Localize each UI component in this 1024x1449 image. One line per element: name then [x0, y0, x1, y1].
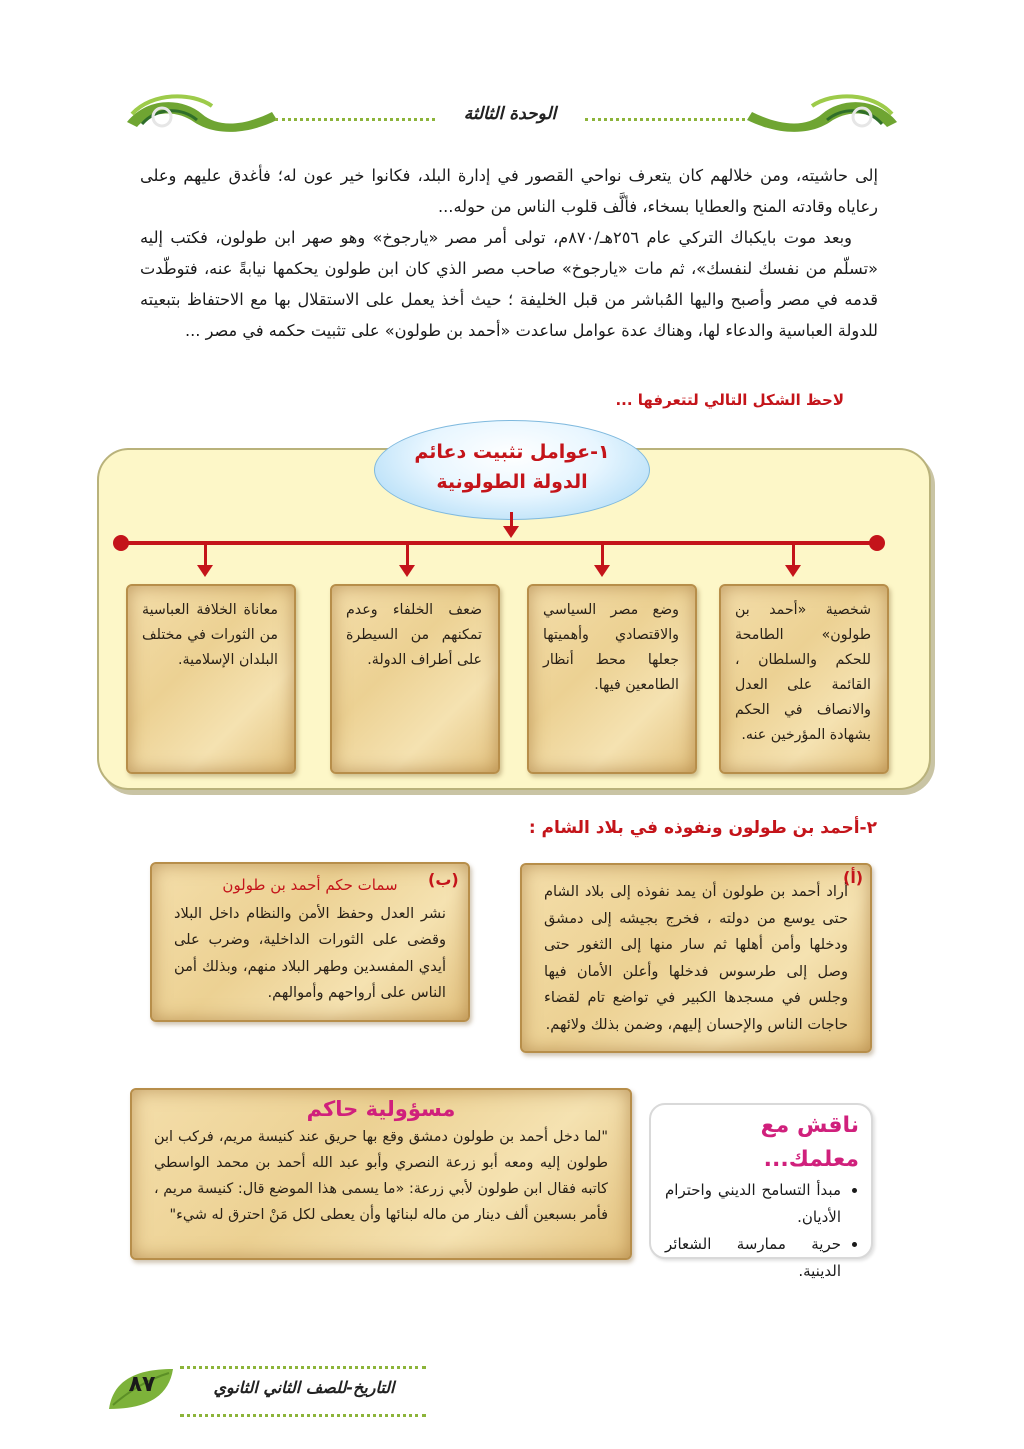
connector-drop-2 [601, 545, 604, 567]
factor-card-4: معاناة الخلافة العباسية من الثورات في مختلف البلدان الإسلامية. [126, 584, 296, 774]
header-ornament-right-icon [742, 92, 902, 142]
connector-drop-1 [792, 545, 795, 567]
intro-paragraph-2: وبعد موت بايكباك التركي عام ٢٥٦هـ/٨٧٠م، تولى أمر مصر «يارجوخ» وهو صهر ابن طولون، فكتب إليه «تسلّم من نفسك لنفسك»، ثم مات «يارجوخ» صاحب مصر الذي كان ابن طولون يحكمها نيابةً عنه، فتوطّدت قدمه في مصر وأصبح واليها المُباشر من قبل الخليفة ؛ حيث أخذ يعمل على الاستقلال بها مع الاحتفاظ بتبعيته للدولة العباسية والدعاء لها، وهناك عدة عوامل ساعدت «أحمد بن طولون» على تثبيت حكمه في مصر ... [140, 228, 878, 340]
diagram-note: لاحظ الشكل التالي لتتعرفها ... [615, 391, 844, 409]
line-end-dot-left [113, 535, 129, 551]
arrow-down-icon [399, 565, 415, 577]
header-ornament-left-icon [122, 92, 282, 142]
responsibility-scroll [130, 1088, 632, 1260]
connector-drop-4 [204, 545, 207, 567]
box-b-title: سمات حكم أحمد بن طولون [222, 876, 398, 894]
arrow-down-icon [197, 565, 213, 577]
header-rule-right [585, 118, 745, 121]
connector-drop-3 [406, 545, 409, 567]
factor-card-1: شخصية «أحمد بن طولون» الطامحة للحكم والسلطان ، القائمة على العدل والانصاف في الحكم بشهادة المؤرخين عنه. [719, 584, 889, 774]
arrow-down-icon [785, 565, 801, 577]
box-b-text: نشر العدل وحفظ الأمن والنظام داخل البلاد وقضى على الثورات الداخلية، وضرب على أيدي المفسدين وطهر البلاد منهم، وبذلك أمن الناس على أرواحهم وأموالهم. [174, 904, 446, 1001]
connector-horizontal-line [120, 541, 878, 545]
box-a-letter: (أ) [843, 868, 864, 887]
intro-paragraph-1: إلى حاشيته، ومن خلالهم كان يتعرف نواحي القصور في إدارة البلد، فكانوا خير عون له؛ فأغدق عليهم وعلى رعاياه وقادته المنح والعطايا بسخاء، فألَّف قلوب الناس من حوله... [140, 166, 878, 216]
discuss-title: ناقش مع معلمك... [760, 1113, 859, 1172]
header-rule-left [275, 118, 435, 121]
box-a-scroll [520, 863, 872, 1053]
footer-rule-top [180, 1366, 426, 1369]
unit-title: الوحدة الثالثة [463, 104, 557, 124]
diagram-title-line-1: ١-عوامل تثبيت دعائم [414, 441, 610, 463]
discuss-item: • مبدأ التسامح الديني واحترام الأديان. [665, 1177, 841, 1231]
discuss-list [665, 1177, 859, 1285]
arrow-center-icon [503, 526, 519, 538]
diagram-title-line-2: الدولة الطولونية [436, 471, 588, 493]
line-end-dot-right [869, 535, 885, 551]
section-2-heading: ٢-أحمد بن طولون ونفوذه في بلاد الشام : [528, 818, 877, 838]
box-b-scroll [150, 862, 470, 1022]
responsibility-title: مسؤولية حاكم [306, 1097, 456, 1121]
responsibility-text: "لما دخل أحمد بن طولون دمشق وقع بها حريق عند كنيسة مريم، فركب ابن طولون إليه ومعه أبو زرعة النصري وأبو عبد الله أحمد بن محمد الواسطي كاتبه فقال ابن طولون لأبي زرعة: «ما يسمى هذا الموضع قال: كنيسة مريم ، فأمر بسبعين ألف دينار من ماله لبنائها وأن يعطى لكل مَنْ احترق له شيء" [154, 1129, 608, 1223]
box-b-letter: (ب) [428, 870, 459, 889]
book-title: التاريخ-للصف الثاني الثانوي [213, 1378, 395, 1397]
factor-card-2: وضع مصر السياسي والاقتصادي وأهميتها جعلها محط أنظار الطامعين فيها. [527, 584, 697, 774]
discuss-item: • حرية ممارسة الشعائر الدينية. [665, 1231, 841, 1285]
intro-text [140, 160, 878, 346]
box-a-text: أراد أحمد بن طولون أن يمد نفوذه إلى بلاد الشام حتى يوسع من دولته ، فخرج بجيشه إلى دمشق ودخلها وأمن أهلها ثم سار منها إلى الثغور حتى وصل إلى طرسوس فدخلها وأعلن الأمان فيها وجلس في مسجدها الكبير في تواضع تام لقضاء حاجات الناس والإحسان إليهم، وضمن بذلك ولائهم. [544, 883, 848, 1033]
arrow-down-icon [594, 565, 610, 577]
diagram-title-bubble [374, 420, 650, 520]
footer-rule-bottom [180, 1414, 426, 1417]
factor-card-3: ضعف الخلفاء وعدم تمكنهم من السيطرة على أطراف الدولة. [330, 584, 500, 774]
page-number: ٨٧ [128, 1372, 156, 1397]
discuss-box [649, 1103, 873, 1280]
